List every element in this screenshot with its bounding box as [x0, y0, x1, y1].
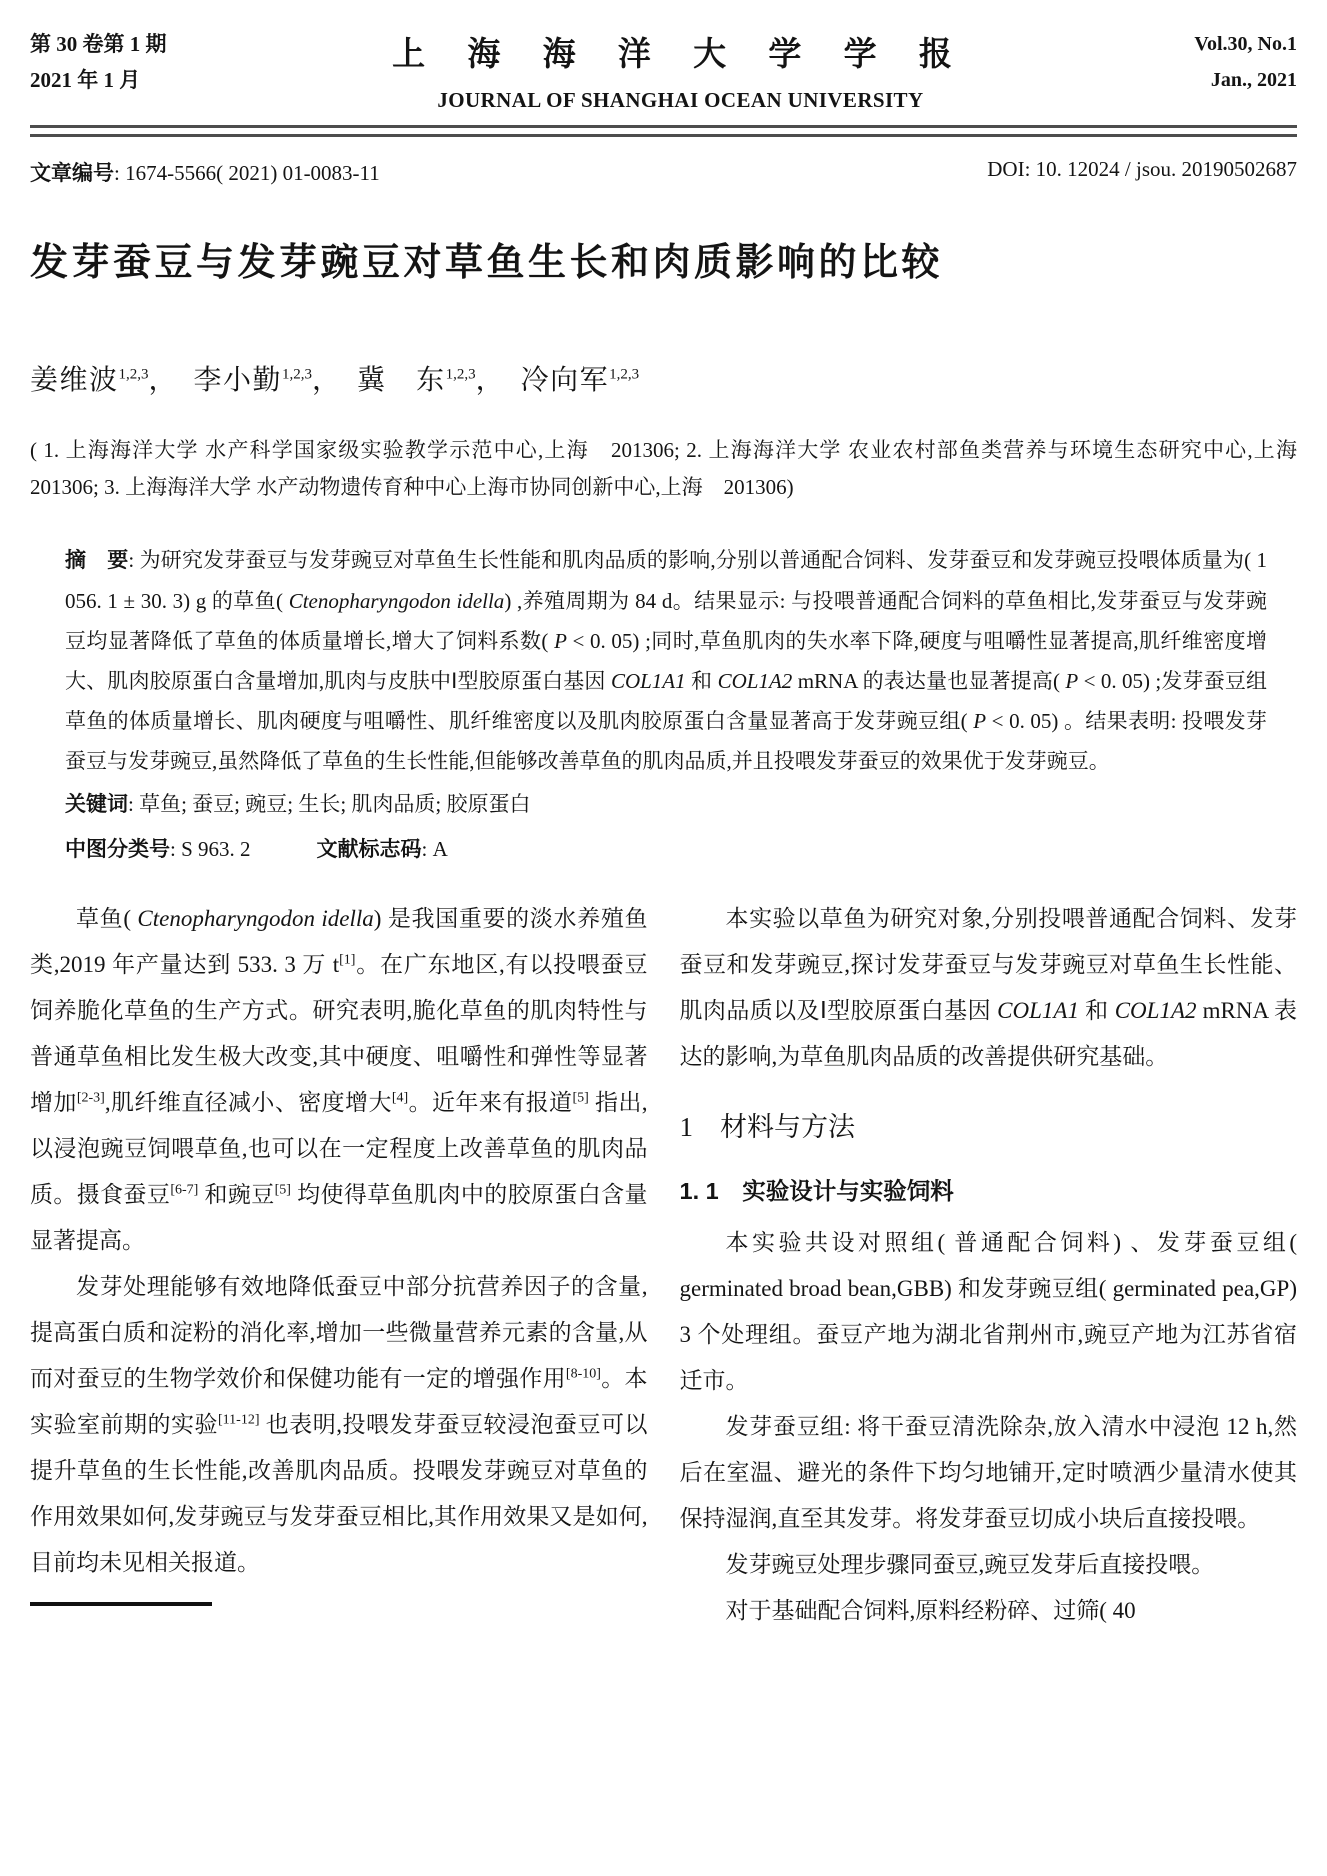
- text-segment: 1. 1 实验设计与实验饲料: [679, 1178, 954, 1204]
- keywords-value: : 草鱼; 蚕豆; 豌豆; 生长; 肌肉品质; 胶原蛋白: [128, 792, 531, 816]
- clc-label: 中图分类号: [65, 838, 170, 861]
- reference-superscript: [4]: [391, 1090, 409, 1106]
- text-segment: 发芽处理能够有效地降低蚕豆中部分抗营养因子的含量,提高蛋白质和淀粉的消化率,增加一些微量营养元素的含量,从而对蚕豆的生物学效价和保健功能有一定的增强作用: [30, 1274, 648, 1391]
- text-segment: 1 材料与方法: [679, 1112, 855, 1142]
- methods-paragraph-3: [680, 1542, 1298, 1588]
- journal-header: [30, 26, 1297, 113]
- text-segment: 发芽蚕豆组: 将干蚕豆清洗除杂,放入清水中浸泡 12 h,然后在室温、避光的条件下均匀地铺开,定时喷洒少量清水使其保持湿润,直至其发芽。将发芽蚕豆切成小块后直接投喂。: [679, 1414, 1297, 1531]
- text-segment: 和: [685, 669, 718, 693]
- article-id-value: : 1674-5566( 2021) 01-0083-11: [114, 161, 380, 185]
- reference-superscript: [5]: [572, 1090, 589, 1106]
- reference-superscript: [2-3]: [76, 1090, 105, 1106]
- author-affiliation-superscript: 1,2,3: [282, 366, 313, 383]
- text-segment: 和豌豆: [198, 1182, 275, 1207]
- right-column: [680, 896, 1298, 1634]
- abstract-paragraph: [65, 540, 1267, 781]
- methods-paragraph-1: [680, 1220, 1298, 1404]
- text-segment: : 为研究发芽蚕豆与发芽豌豆对草鱼生长性能和肌肉品质的影响,分别以普通配合饲料、发芽蚕豆和发芽豌豆投喂体质量为( 1 056. 1 ± 30. 3) g 的草鱼(: [65, 548, 1268, 613]
- doc-code-label: 文献标志码: [316, 838, 422, 861]
- header-divider-rule: [30, 125, 1297, 137]
- text-segment: 指出,以浸泡豌豆饲喂草鱼,也可以在一定程度上改善草鱼的肌肉品质。摄食蚕豆: [30, 1090, 648, 1207]
- latin-italic-text: Ctenopharyngodon idella: [137, 906, 374, 931]
- text-segment: 也表明,投喂发芽蚕豆较浸泡蚕豆可以提升草鱼的生长性能,改善肌肉品质。投喂发芽豌豆对草鱼的作用效果如何,发芽豌豆与发芽蚕豆相比,其作用效果又是如何,目前均未见相关报道。: [30, 1412, 648, 1575]
- text-segment: 。近年来有报道: [408, 1090, 573, 1115]
- journal-title-cn: 上 海 海 洋 大 学 学 报: [392, 37, 969, 73]
- text-segment: 均使得草鱼肌肉中的胶原蛋白含量显著提高。: [30, 1182, 648, 1253]
- text-segment: 草鱼(: [76, 906, 138, 931]
- author-separator: ，: [148, 365, 194, 396]
- latin-italic-text: P: [973, 709, 987, 733]
- journal-date-cn: 2021 年 1 月: [30, 68, 141, 92]
- reference-superscript: [5]: [274, 1182, 291, 1198]
- journal-vol-en: Vol.30, No.1: [1194, 33, 1297, 55]
- text-segment: 本实验以草鱼为研究对象,分别投喂普通配合饲料、发芽蚕豆和发芽豌豆,探讨发芽蚕豆与发芽豌豆对草鱼生长性能、肌肉品质以及Ⅰ型胶原蛋白基因: [679, 906, 1297, 1023]
- footnote-separator-rule: [30, 1602, 212, 1606]
- text-segment: 。本实验室前期的实验: [30, 1366, 648, 1437]
- text-segment: mRNA 表达的影响,为草鱼肌肉品质的改善提供研究基础。: [679, 998, 1297, 1069]
- affiliation: ( 1. 上海海洋大学 水产科学国家级实验教学示范中心,上海 201306; 2. 上海海洋大学 农业农村部鱼类营养与环境生态研究中心,上海 201306; 3. 上海海洋大学 水产动物遗传育种中心上海市协同创新中心,上海 201306): [30, 438, 1318, 499]
- text-segment: ,肌纤维直径减小、密度增大: [104, 1090, 392, 1115]
- text-segment: < 0. 05) 。结果表明: 投喂发芽蚕豆与发芽豌豆,虽然降低了草鱼的生长性能,但能够改善草鱼的肌肉品质,并且投喂发芽蚕豆的效果优于发芽豌豆。: [65, 709, 1268, 773]
- journal-issue-cn: 第 30 卷第 1 期: [30, 32, 167, 56]
- methods-paragraph-2: [680, 1404, 1298, 1542]
- latin-italic-text: COL1A2: [717, 669, 793, 693]
- text-segment: < 0. 05) ;发芽蚕豆组草鱼的体质量增长、肌肉硬度与咀嚼性、肌纤维密度以及肌肉胶原蛋白含量显著高于发芽豌豆组(: [65, 669, 1268, 733]
- methods-paragraph-4: [680, 1588, 1298, 1634]
- journal-date-en: Jan., 2021: [1210, 69, 1297, 91]
- abstract-block: [65, 540, 1267, 870]
- article-id-label: 文章编号: [30, 162, 114, 185]
- paper-title: 发芽蚕豆与发芽豌豆对草鱼生长和肉质影响的比较: [30, 242, 944, 284]
- author-line: [30, 358, 1297, 398]
- text-segment: 和: [1078, 998, 1115, 1023]
- text-segment: < 0. 05) ;同时,草鱼肌肉的失水率下降,硬度与咀嚼性显著提高,肌纤维密度增大、肌肉胶原蛋白含量增加,肌肉与皮肤中Ⅰ型胶原蛋白基因: [65, 629, 1267, 693]
- latin-italic-text: COL1A1: [997, 998, 1079, 1023]
- author-separator: ，: [312, 365, 358, 396]
- author-affiliation-superscript: 1,2,3: [445, 366, 476, 383]
- doc-code-value: : A: [421, 837, 448, 861]
- latin-italic-text: P: [554, 629, 567, 653]
- author-name: 冷向军: [520, 365, 610, 396]
- journal-title-en: JOURNAL OF SHANGHAI OCEAN UNIVERSITY: [437, 88, 924, 112]
- text-segment: 。在广东地区,有以投喂蚕豆饲养脆化草鱼的生产方式。研究表明,脆化草鱼的肌肉特性与普通草鱼相比发生极大改变,其中硬度、咀嚼性和弹性等显著增加: [30, 952, 648, 1115]
- article-meta-row: [30, 157, 1297, 187]
- subsection-heading-1-1: [680, 1168, 1298, 1214]
- section-heading-1: [680, 1104, 1298, 1150]
- reference-superscript: [6-7]: [170, 1182, 199, 1198]
- text-segment: 对于基础配合饲料,原料经粉碎、过筛( 40: [725, 1598, 1136, 1623]
- article-id: [30, 157, 380, 187]
- text-segment: mRNA 的表达量也显著提高(: [792, 669, 1066, 693]
- body-columns: [30, 896, 1297, 1634]
- intro-paragraph-1: [30, 896, 648, 1264]
- inline-label: 摘 要: [65, 549, 129, 572]
- left-column: [30, 896, 648, 1634]
- reference-superscript: [1]: [339, 952, 356, 968]
- text-segment: ) ,养殖周期为 84 d。结果显示: 与投喂普通配合饲料的草鱼相比,发芽蚕豆与发芽豌豆均显著降低了草鱼的体质量增长,增大了饲料系数(: [65, 589, 1268, 653]
- latin-italic-text: COL1A1: [610, 669, 686, 693]
- latin-italic-text: P: [1065, 669, 1079, 693]
- text-segment: 发芽豌豆处理步骤同蚕豆,豌豆发芽后直接投喂。: [725, 1552, 1215, 1577]
- latin-italic-text: Ctenopharyngodon idella: [288, 589, 505, 613]
- journal-title-block: [167, 26, 1195, 113]
- keywords-line: [65, 784, 1267, 825]
- intro-paragraph-3: [680, 896, 1298, 1080]
- classification-line: [65, 829, 1267, 870]
- author-name: 李小勤: [193, 365, 283, 396]
- intro-paragraph-2: [30, 1264, 648, 1586]
- author-name: 冀 东: [357, 365, 446, 396]
- journal-volume-info: [1194, 26, 1297, 98]
- keywords-label: 关键词: [65, 793, 128, 816]
- author-affiliation-superscript: 1,2,3: [609, 366, 640, 383]
- text-segment: 本实验共设对照组( 普通配合饲料) 、发芽蚕豆组( germinated broad bean,GBB) 和发芽豌豆组( germinated pea,GP) 3 个处理组。蚕豆产地为湖北省荆州市,豌豆产地为江苏省宿迁市。: [679, 1230, 1297, 1393]
- journal-issue-info: [30, 26, 167, 98]
- latin-italic-text: COL1A2: [1114, 998, 1197, 1023]
- author-affiliation-superscript: 1,2,3: [118, 366, 149, 383]
- reference-superscript: [8-10]: [565, 1366, 601, 1382]
- reference-superscript: [11-12]: [218, 1412, 260, 1428]
- text-segment: ) 是我国重要的淡水养殖鱼类,2019 年产量达到 533. 3 万 t: [30, 906, 648, 977]
- article-doi: DOI: 10. 12024 / jsou. 20190502687: [987, 157, 1297, 181]
- clc-value: : S 963. 2: [170, 837, 251, 861]
- author-name: 姜维波: [30, 365, 119, 396]
- author-separator: ，: [475, 365, 521, 396]
